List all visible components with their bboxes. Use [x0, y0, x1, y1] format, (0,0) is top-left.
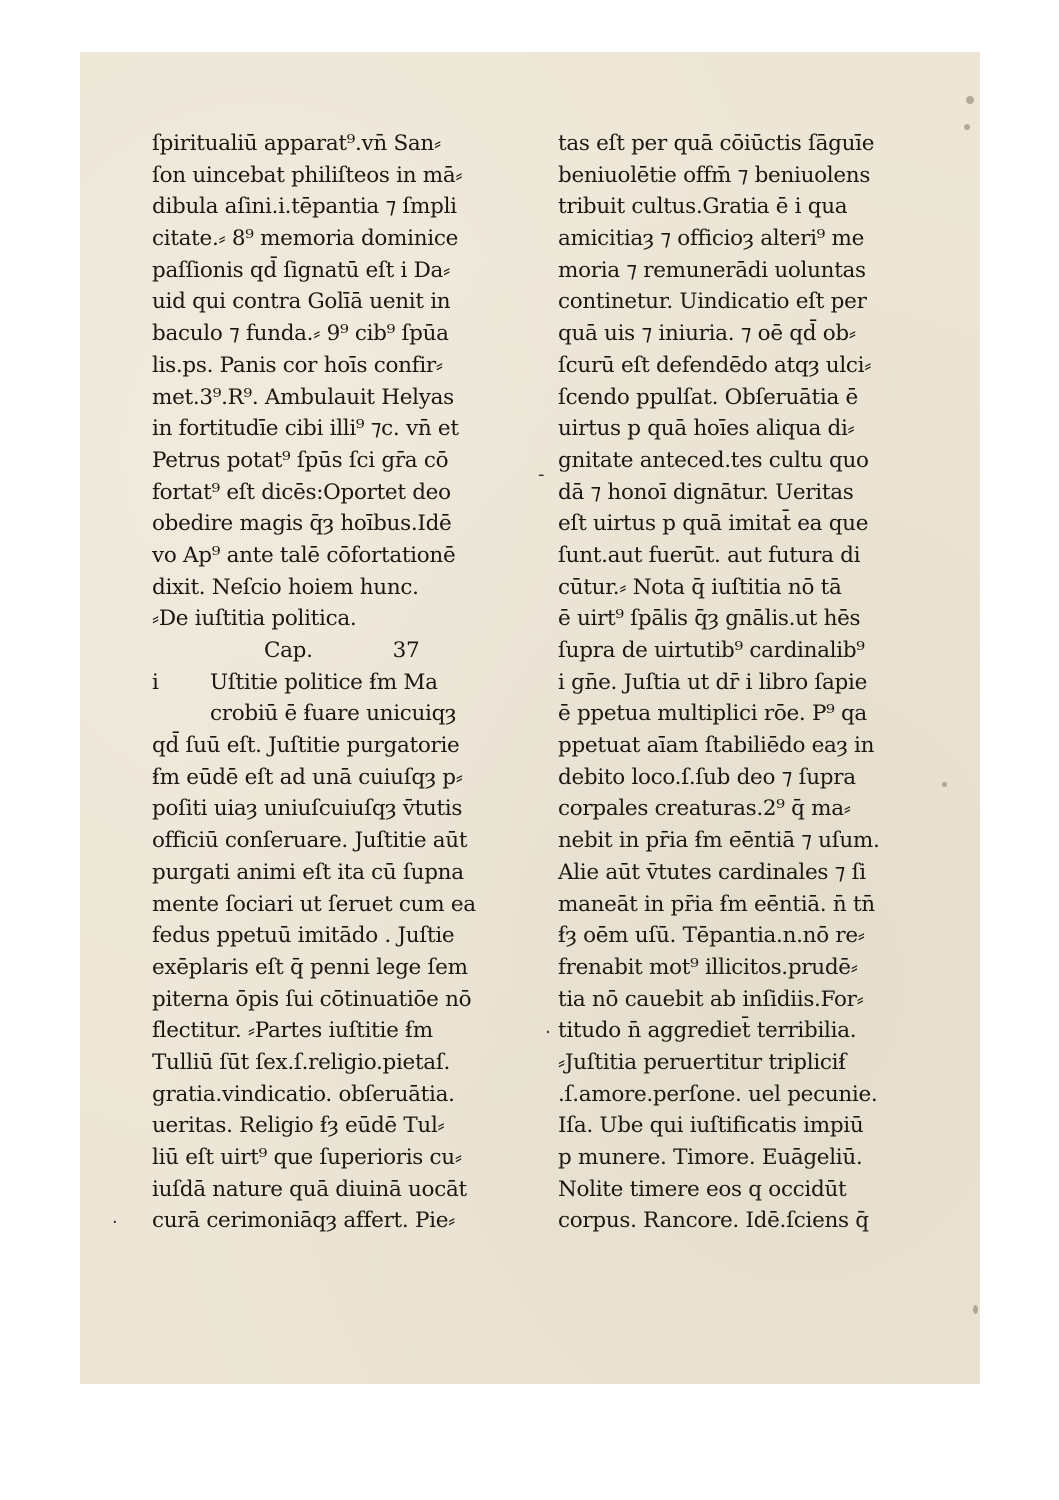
text-line: corpus. Rancore. Idē.ſciens q̄ — [558, 1208, 869, 1234]
text-line: vo Ap⁹ ante talē cōfortationē — [152, 542, 456, 568]
text-line: titudo n̄ aggrediet̄ terribilia. — [558, 1018, 857, 1044]
text-line: flectitur. ⸗Partes iuſtitie ẜm — [152, 1018, 433, 1044]
text-line: poſiti uiaȝ uniuſcuiuſqȝ v̄tutis — [152, 796, 463, 822]
left-column-opening-lines — [152, 128, 497, 635]
text-line: ē ppetua multiplici rōe. P⁹ qa — [558, 701, 867, 727]
text-line: Iſa. Ube qui iuſtificatis impiū — [558, 1113, 864, 1139]
text-line: gnitate anteced.tes cultu quo — [558, 447, 869, 473]
text-line: ſcurū eſt defendēdo atqȝ ulci⸗ — [558, 352, 872, 378]
text-line: Alie aūt v̄tutes cardinales ⁊ ſi — [558, 859, 866, 885]
text-line: dixit. Neſcio hoiem hunc. — [152, 574, 419, 600]
text-line: p munere. Timore. Euāgeliū. — [558, 1145, 863, 1170]
text-line: debito loco.ſ.ſub deo ⁊ ſupra — [558, 764, 856, 790]
text-line: ppetuat aīam ſtabiliēdo eaȝ in — [558, 733, 875, 759]
text-line: piterna ōpis ſui cōtinuatiōe nō — [152, 986, 472, 1012]
text-line: officiū conſeruare. Juſtitie aūt — [152, 828, 468, 854]
text-line: iuſdā nature quā diuinā uocāt — [152, 1176, 467, 1202]
text-line: ſunt.aut fuerūt. aut futura di — [558, 542, 861, 568]
text-line: .ſ.amore.perſone. uel pecunie. — [558, 1081, 878, 1107]
text-line: amicitiaȝ ⁊ officioȝ alteri⁹ me — [558, 226, 865, 252]
text-line: dibula aſini.i.tēpantia ⁊ ſmpli — [152, 194, 457, 220]
text-line: obedire magis q̄ȝ hoībus.Idē — [152, 511, 452, 537]
paper-stain — [942, 782, 947, 787]
text-line: frenabit mot⁹ illicitos.prudē⸗ — [558, 954, 858, 980]
text-line: ſon uincebat philiſteos in mā⸗ — [152, 162, 463, 188]
text-line: lis.ps. Panis cor hoīs confir⸗ — [152, 352, 443, 378]
text-line: quā uis ⁊ iniuria. ⁊ oē qd̄ ob⸗ — [558, 321, 856, 347]
paper-stain — [964, 124, 970, 130]
text-line: cūtur.⸗ Nota q̄ iuſtitia nō tā — [558, 574, 842, 600]
text-line: fedus ppetuū imitādo . Juſtie — [152, 923, 455, 949]
text-line: Uſtitie politice ẜm Ma — [210, 669, 438, 695]
text-line: purgati animi eſt ita cū ſupna — [152, 859, 464, 885]
text-line: liū eſt uirt⁹ que ſuperioris cu⸗ — [152, 1145, 462, 1170]
text-line: curā cerimoniāqȝ affert. Pie⸗ — [152, 1208, 455, 1234]
text-line: baculo ⁊ funda.⸗ 9⁹ cib⁹ ſpūa — [152, 321, 449, 347]
text-line: Petrus potat⁹ ſpūs ſci gr̄a cō — [152, 447, 449, 473]
text-line: Nolite timere eos q occidūt — [558, 1176, 847, 1202]
paper-stain — [973, 1305, 978, 1314]
text-line: ueritas. Religio ẜȝ eūdē Tul⸗ — [152, 1113, 445, 1139]
margin-mark: · — [112, 1212, 118, 1233]
right-text-column — [558, 128, 924, 1237]
margin-mark: - — [538, 464, 545, 485]
text-line: ẜm eūdē eſt ad unā cuiuſqȝ p⸗ — [152, 764, 463, 790]
chapter-number: 37 — [392, 638, 420, 663]
text-line: mente ſociari ut ſeruet cum ea — [152, 891, 476, 917]
text-line: maneāt in pr̄ia ẜm eēntiā. n̄ tn̄ — [558, 891, 875, 917]
text-line: moria ⁊ remunerādi uoluntas — [558, 257, 866, 283]
initial-line — [152, 667, 497, 699]
guide-letter: i — [152, 669, 159, 695]
text-line: tia nō cauebit ab inſidiis.For⸗ — [558, 986, 864, 1012]
text-line: beniuolētie offm̄ ⁊ beniuolens — [558, 162, 871, 188]
text-line: gratia.vindicatio. obſeruātia. — [152, 1081, 455, 1107]
text-line: tribuit cultus.Gratia ē i qua — [558, 194, 848, 220]
text-line: dā ⁊ honoī dignātur. Ueritas — [558, 479, 854, 505]
chapter-heading — [152, 635, 497, 667]
text-line: continetur. Uindicatio eſt per — [558, 289, 867, 315]
text-line: ⸗Juſtitia peruertitur tripliciẜ — [558, 1049, 846, 1075]
text-line: ſcendo ppulſat. Obſeruātia ē — [558, 384, 858, 410]
text-line: citate.⸗ 8⁹ memoria dominice — [152, 226, 459, 252]
chapter-label: Cap. — [264, 638, 313, 663]
right-column-lines — [558, 128, 924, 1237]
text-line: ſupra de uirtutib⁹ cardinalib⁹ — [558, 638, 865, 663]
text-line: met.3⁹.R⁹. Ambulauit Helyas — [152, 384, 454, 410]
scanned-page — [80, 52, 980, 1384]
paper-stain — [966, 96, 974, 104]
text-line: ſpiritualiū apparat⁹.vn̄ San⸗ — [152, 131, 441, 156]
text-line: paſſionis qd̄ ſignatū eſt i Da⸗ — [152, 257, 450, 283]
text-line: tas eſt per quā cōiūctis ſāguīe — [558, 131, 875, 156]
left-column-body-lines — [152, 730, 497, 1237]
text-line: ⸗De iuſtitia politica. — [152, 606, 357, 632]
text-line: crobiū ē ẜuare unicuiqȝ — [210, 701, 457, 727]
text-line: ē uirt⁹ ſpālis q̄ȝ gnālis.ut hēs — [558, 606, 861, 632]
text-line: uid qui contra Golīā uenit in — [152, 289, 451, 315]
margin-mark: · — [545, 1022, 551, 1043]
text-line: fortat⁹ eſt dicēs:Oportet deo — [152, 479, 451, 505]
text-line: i gn̄e. Juſtia ut dr̄ i libro ſapie — [558, 669, 868, 695]
text-line: in fortitudīe cibi illi⁹ ⁊c. vn̄ et — [152, 416, 459, 442]
left-text-column — [152, 128, 497, 1237]
text-line: Tulliū ſūt ſex.ſ.religio.pietaſ. — [152, 1049, 451, 1075]
text-line: corpales creaturas.2⁹ q̄ ma⸗ — [558, 796, 851, 822]
text-line: uirtus p quā hoīes aliqua di⸗ — [558, 416, 855, 442]
text-line: exēplaris eſt q̄ penni lege ſem — [152, 954, 468, 980]
text-line: qd̄ ſuū eſt. Juſtitie purgatorie — [152, 733, 460, 759]
text-line: nebit in pr̄ia ẜm eēntiā ⁊ uſum. — [558, 828, 880, 854]
text-line: ẜȝ oēm uſū. Tēpantia.n.nō re⸗ — [558, 923, 865, 949]
text-line: eſt uirtus p quā imitat̄ ea que — [558, 511, 869, 537]
